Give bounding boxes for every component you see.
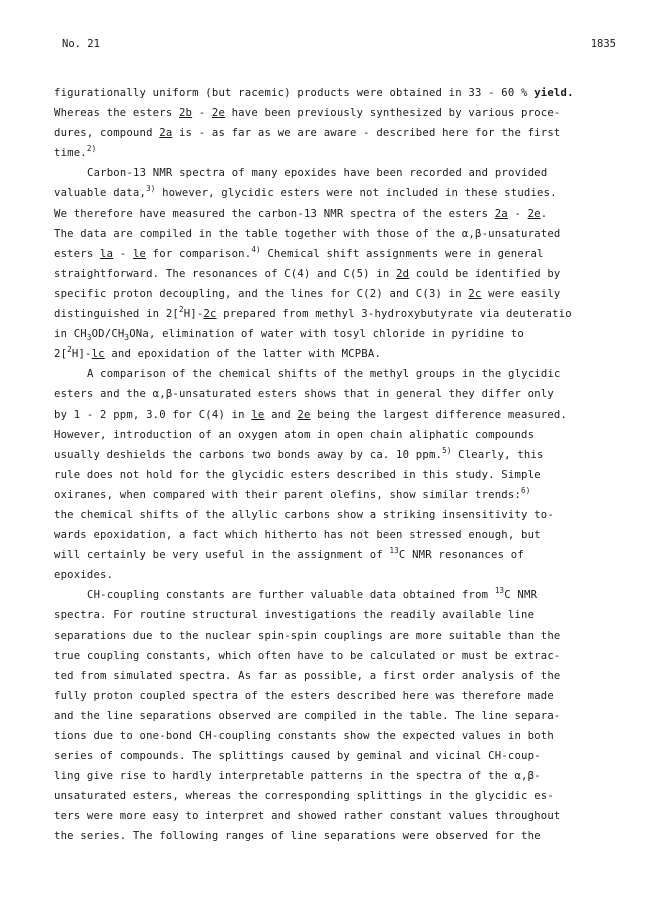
paragraph-start: CH-coupling constants are further valuable data obtained from $^{13}$C NMR	[87, 586, 538, 602]
text-line: ters were more easy to interpret and showed rather constant values throughout	[54, 810, 561, 823]
footnote-ref: 3)	[146, 184, 156, 194]
text-line: series of compounds. The splittings caused by geminal and vicinal CH-coup-	[54, 750, 541, 763]
compound-ref: 2e	[527, 207, 541, 220]
text-line: and the line separations observed are compiled in the table. The line separa-	[54, 709, 561, 722]
text-line: oxiranes, when compared with their parent olefins, show similar trends:$^{6)}$	[54, 485, 531, 501]
compound-ref: la	[100, 247, 114, 260]
text-line: distinguished in 2[$^2$H]-2c prepared from methyl 3-hydroxybutyrate via deuteratio	[54, 305, 572, 321]
text-line: the chemical shifts of the allylic carbons show a striking insensitivity to-	[54, 508, 554, 521]
text-line: time.$^{2)}$	[54, 144, 97, 160]
text-line: esters and the α,β-unsaturated esters shows that in general they differ only	[54, 388, 554, 401]
paragraph-start: A comparison of the chemical shifts of the methyl groups in the glycidic	[87, 368, 561, 381]
text-line: valuable data,$^{3)}$ however, glycidic esters were not included in these studies.	[54, 184, 557, 200]
journal-issue: No. 21	[62, 38, 100, 50]
footnote-ref: 6)	[521, 485, 531, 495]
paragraph-start: Carbon-13 NMR spectra of many epoxides have been recorded and provided	[87, 167, 548, 180]
footnote-ref: 5)	[442, 445, 452, 455]
page-number: 1835	[590, 38, 616, 50]
text-line: figurationally uniform (but racemic) products were obtained in 33 - 60 % yield.	[54, 87, 574, 99]
article-body	[54, 83, 628, 847]
text-line: We therefore have measured the carbon-13 NMR spectra of the esters 2a - 2e.	[54, 207, 548, 220]
text-line: However, introduction of an oxygen atom in open chain aliphatic compounds	[54, 428, 535, 441]
text-line: epoxides.	[54, 569, 114, 582]
text-line: rule does not hold for the glycidic esters described in this study. Simple	[54, 468, 541, 481]
compound-ref: 2c	[468, 287, 482, 300]
footnote-ref: 2)	[86, 144, 97, 154]
footnote-ref: 4)	[251, 244, 261, 254]
compound-ref: 2c	[203, 308, 217, 321]
text-line: The data are compiled in the table together with those of the α,β-unsaturated	[54, 227, 561, 240]
page-header	[62, 38, 616, 52]
compound-ref: le	[251, 408, 265, 421]
compound-ref: 2e	[211, 107, 226, 120]
text-line: separations due to the nuclear spin-spin couplings are more suitable than the	[54, 629, 561, 642]
text-line: Whereas the esters 2b - 2e have been previously synthesized by various proce-	[54, 107, 561, 120]
text-line: unsaturated esters, whereas the corresponding splittings in the glycidic es-	[54, 790, 554, 803]
compound-ref: 2a	[159, 127, 173, 140]
compound-ref: 2a	[494, 207, 508, 220]
compound-ref: le	[132, 247, 147, 260]
compound-ref: lc	[91, 348, 105, 361]
text-line: ling give rise to hardly interpretable patterns in the spectra of the α,β-	[54, 770, 541, 783]
compound-ref: 2b	[178, 107, 193, 120]
text-line: in $CH_3OD/CH_3ONa$, elimination of water with tosyl chloride in pyridine to	[54, 328, 524, 343]
text-line: ted from simulated spectra. As far as possible, a first order analysis of the	[54, 669, 561, 682]
text-line: wards epoxidation, a fact which hitherto has not been stressed enough, but	[54, 529, 541, 542]
text-line: dures, compound 2a is - as far as we are aware - described here for the first	[54, 127, 561, 140]
text-line: usually deshields the carbons two bonds away by ca. 10 ppm.$^{5)}$ Clearly, this	[54, 445, 544, 461]
text-line: tions due to one-bond CH-coupling constants show the expected values in both	[54, 730, 554, 742]
text-line: esters la - le for comparison.$^{4)}$ Chemical shift assignments were in general	[54, 244, 544, 260]
text-line: fully proton coupled spectra of the esters described here was therefore made	[54, 689, 554, 702]
compound-ref: 2e	[297, 408, 311, 421]
text-line: straightforward. The resonances of C(4) and C(5) in 2d could be identified by	[54, 267, 561, 280]
text-line: true coupling constants, which often have to be calculated or must be extrac-	[54, 649, 561, 662]
text-line: will certainly be very useful in the assignment of $^{13}$C NMR resonances of	[54, 546, 524, 562]
text-line: by 1 - 2 ppm, 3.0 for C(4) in le and 2e being the largest difference measured.	[54, 408, 568, 421]
text-line: spectra. For routine structural investigations the readily available line	[54, 609, 535, 622]
text-line: the series. The following ranges of line separations were observed for the	[54, 830, 541, 843]
text-line: specific proton decoupling, and the lines for C(2) and C(3) in 2c were easily	[54, 287, 561, 300]
text-line: 2[$^2$H]-lc and epoxidation of the latter with MCPBA.	[54, 345, 382, 361]
compound-ref: 2d	[396, 267, 410, 280]
